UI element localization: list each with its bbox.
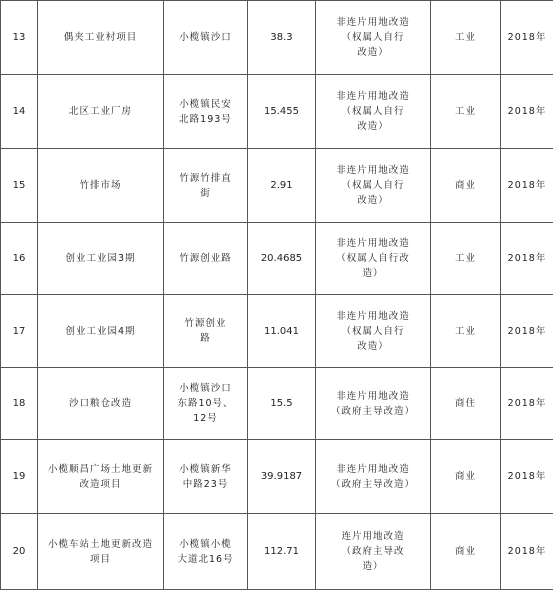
- row-number: 17: [1, 295, 38, 368]
- renovation-mode-line: （政府主导改: [319, 544, 427, 559]
- project-name-line: 沙口粮仓改造: [41, 396, 160, 411]
- project-name: [38, 295, 164, 368]
- renovation-mode-line: 非连片用地改造: [319, 462, 427, 477]
- project-location-line: 中路23号: [167, 477, 244, 492]
- table-row: [1, 149, 553, 223]
- project-location-line: 竹源创业路: [167, 251, 244, 266]
- project-area: 39.9187: [248, 440, 316, 514]
- project-location-line: 小榄镇沙口: [167, 381, 244, 396]
- project-location-line: 大道北16号: [167, 552, 244, 567]
- project-location-line: 小榄镇沙口: [167, 30, 244, 45]
- project-area: 112.71: [248, 514, 316, 590]
- renovation-mode-line: （权属人自行: [319, 104, 427, 119]
- renovation-mode-line: 改造）: [319, 339, 427, 354]
- project-location: [164, 75, 248, 149]
- land-use: 工业: [431, 75, 501, 149]
- renovation-mode: [316, 223, 431, 295]
- renovation-mode-line: （权属人自行改: [319, 251, 427, 266]
- project-area: 11.041: [248, 295, 316, 368]
- project-location-line: 小榄镇小榄: [167, 537, 244, 552]
- year: 2018年: [501, 223, 553, 295]
- land-use: 工业: [431, 1, 501, 75]
- project-location-line: 竹源竹排直: [167, 171, 244, 186]
- project-location-line: 小榄镇新华: [167, 462, 244, 477]
- row-number: 14: [1, 75, 38, 149]
- renovation-mode: [316, 514, 431, 590]
- project-name: [38, 75, 164, 149]
- project-location: [164, 223, 248, 295]
- row-number: 15: [1, 149, 38, 223]
- table-row: [1, 1, 553, 75]
- project-location: [164, 368, 248, 440]
- row-number: 20: [1, 514, 38, 590]
- row-number: 19: [1, 440, 38, 514]
- project-location: [164, 295, 248, 368]
- year: 2018年: [501, 75, 553, 149]
- renovation-mode: [316, 295, 431, 368]
- renovation-mode-line: 非连片用地改造: [319, 389, 427, 404]
- renovation-mode: [316, 440, 431, 514]
- project-location-line: 路: [167, 331, 244, 346]
- table-row: [1, 440, 553, 514]
- project-name-line: 创业工业园3期: [41, 251, 160, 266]
- land-use: 工业: [431, 295, 501, 368]
- renovation-mode-line: 造）: [319, 559, 427, 574]
- table-row: [1, 368, 553, 440]
- project-name-line: 北区工业厂房: [41, 104, 160, 119]
- year: 2018年: [501, 149, 553, 223]
- land-use: 商业: [431, 440, 501, 514]
- renovation-mode-line: 非连片用地改造: [319, 15, 427, 30]
- project-name: [38, 223, 164, 295]
- project-name: [38, 514, 164, 590]
- renovation-mode-line: （权属人自行: [319, 324, 427, 339]
- project-name-line: 小榄车站土地更新改造: [41, 537, 160, 552]
- renovation-mode-line: 改造）: [319, 119, 427, 134]
- renovation-mode-line: 改造）: [319, 193, 427, 208]
- renovation-mode-line: （政府主导改造）: [319, 477, 427, 492]
- year: 2018年: [501, 368, 553, 440]
- land-use: 商住: [431, 368, 501, 440]
- project-location: [164, 149, 248, 223]
- project-name: [38, 368, 164, 440]
- renovation-mode: [316, 75, 431, 149]
- renovation-mode-line: 非连片用地改造: [319, 89, 427, 104]
- project-location-line: 竹源创业: [167, 316, 244, 331]
- project-location-line: 北路193号: [167, 112, 244, 127]
- year: 2018年: [501, 440, 553, 514]
- project-location: [164, 440, 248, 514]
- project-table-body: [1, 1, 553, 590]
- project-area: 20.4685: [248, 223, 316, 295]
- project-location-line: 12号: [167, 411, 244, 426]
- project-name: [38, 1, 164, 75]
- project-area: 38.3: [248, 1, 316, 75]
- project-location-line: 街: [167, 186, 244, 201]
- renovation-mode-line: 连片用地改造: [319, 529, 427, 544]
- row-number: 13: [1, 1, 38, 75]
- project-name-line: 竹排市场: [41, 178, 160, 193]
- renovation-mode-line: 改造）: [319, 45, 427, 60]
- renovation-mode-line: 非连片用地改造: [319, 236, 427, 251]
- project-location-line: 东路10号、: [167, 396, 244, 411]
- project-location: [164, 1, 248, 75]
- renovation-mode-line: 造）: [319, 266, 427, 281]
- project-name-line: 小榄顺昌广场土地更新: [41, 462, 160, 477]
- project-location-line: 小榄镇民安: [167, 97, 244, 112]
- table-row: [1, 75, 553, 149]
- renovation-mode-line: （权属人自行: [319, 178, 427, 193]
- land-use: 商业: [431, 514, 501, 590]
- year: 2018年: [501, 295, 553, 368]
- table-row: [1, 514, 553, 590]
- land-use: 商业: [431, 149, 501, 223]
- row-number: 18: [1, 368, 38, 440]
- project-name: [38, 440, 164, 514]
- project-name-line: 偶夹工业村项目: [41, 30, 160, 45]
- project-name-line: 创业工业园4期: [41, 324, 160, 339]
- year: 2018年: [501, 514, 553, 590]
- project-name: [38, 149, 164, 223]
- renovation-mode: [316, 1, 431, 75]
- project-area: 15.5: [248, 368, 316, 440]
- renovation-mode-line: 非连片用地改造: [319, 309, 427, 324]
- project-area: 15.455: [248, 75, 316, 149]
- renovation-mode: [316, 149, 431, 223]
- project-location: [164, 514, 248, 590]
- renovation-mode-line: （政府主导改造）: [319, 404, 427, 419]
- land-use: 工业: [431, 223, 501, 295]
- project-name-line: 改造项目: [41, 477, 160, 492]
- table-row: [1, 223, 553, 295]
- row-number: 16: [1, 223, 38, 295]
- project-area: 2.91: [248, 149, 316, 223]
- year: 2018年: [501, 1, 553, 75]
- renovation-mode: [316, 368, 431, 440]
- table-row: [1, 295, 553, 368]
- renovation-mode-line: （权属人自行: [319, 30, 427, 45]
- project-name-line: 项目: [41, 552, 160, 567]
- renovation-mode-line: 非连片用地改造: [319, 163, 427, 178]
